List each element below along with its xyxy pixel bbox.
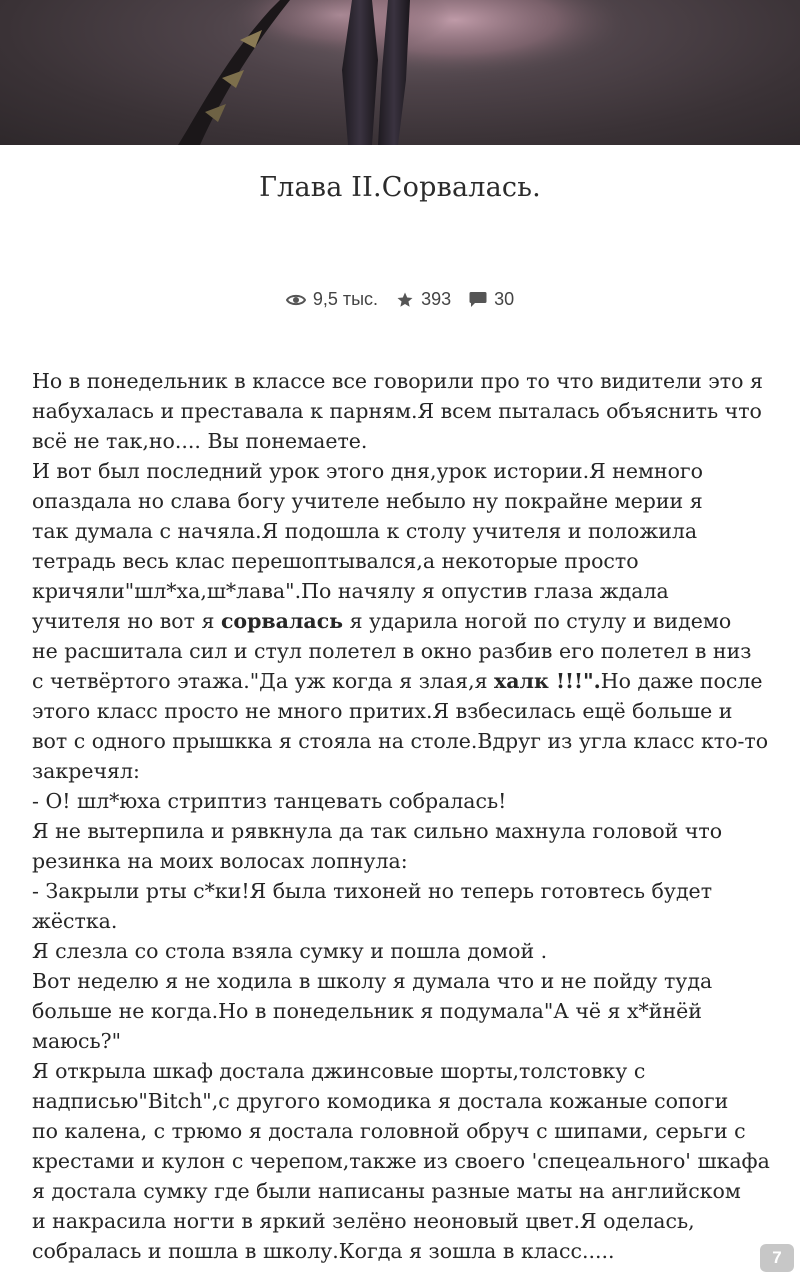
eye-icon — [286, 293, 306, 307]
chapter-stats — [0, 289, 800, 310]
page-number-badge[interactable]: 7 — [760, 1244, 794, 1272]
text-segment: Но даже после — [600, 669, 763, 693]
text-line: не расшитала сил и стул полетел в окно разбив его полетел в низ — [32, 639, 752, 663]
bold-text: халк !!!". — [494, 669, 601, 693]
text-line: Я слезла со стола взяла сумку и пошла домой . — [32, 939, 548, 963]
comments-stat — [469, 289, 514, 310]
text-line: - Закрыли рты с*ки!Я была тихоней но теперь готовтесь будет — [32, 879, 713, 903]
comment-icon — [469, 291, 487, 308]
chapter-title: Глава II.Сорвалась. — [259, 172, 541, 203]
text-line: Вот неделю я не ходила в школу я думала что и не пойду туда — [32, 969, 713, 993]
text-line: - О! шл*юха стриптиз танцевать собралась! — [32, 789, 507, 813]
text-segment: с четвёртого этажа."Да уж когда я злая,я — [32, 669, 495, 693]
cover-image — [0, 0, 800, 145]
text-line: тетрадь весь клас перешоптывался,а некоторые просто — [32, 549, 639, 573]
bold-text: сорвалась — [220, 609, 344, 633]
text-line: так думала с начяла.Я подошла к столу учителя и положила — [32, 519, 698, 543]
text-line: маюсь?" — [32, 1029, 122, 1053]
star-icon — [396, 291, 414, 309]
stars-stat — [396, 289, 451, 310]
text-line: собралась и пошла в школу.Когда я зошла в класс..... — [32, 1239, 615, 1263]
text-segment: я ударила ногой по стулу и видемо — [343, 609, 732, 633]
views-stat — [286, 289, 378, 310]
text-line: крестами и кулон с черепом,также из своего 'спецеального' шкафа — [32, 1149, 770, 1173]
text-line — [32, 606, 772, 636]
text-line: И вот был последний урок этого дня,урок истории.Я немного — [32, 459, 704, 483]
stars-count: 393 — [421, 289, 452, 309]
text-line: и накрасила ногти в яркий зелёно неоновый цвет.Я оделась, — [32, 1209, 695, 1233]
text-line: закречял: — [32, 759, 140, 783]
text-line: жёстка. — [32, 909, 118, 933]
text-line: опаздала но слава богу учителе небыло ну покрайне мерии я — [32, 489, 703, 513]
views-count: 9,5 тыс. — [312, 289, 379, 309]
text-line: этого класс просто не много притих.Я взбесилась ещё больше и — [32, 699, 733, 723]
comments-count: 30 — [494, 289, 515, 309]
text-line: Я открыла шкаф достала джинсовые шорты,толстовку с — [32, 1059, 646, 1083]
text-line: я достала сумку где были написаны разные маты на английском — [32, 1179, 741, 1203]
text-line: набухалась и преставала к парням.Я всем пыталась объяснить что — [32, 399, 762, 423]
text-line: больше не когда.Но в понедельник я подумала"А чё я х*йнёй — [32, 999, 702, 1023]
text-segment: учителя но вот я — [32, 609, 221, 633]
text-line: надписью"Bitch",с другого комодика я достала кожаные сопоги — [32, 1089, 729, 1113]
chapter-body — [32, 366, 772, 1266]
text-line: Я не вытерпила и рявкнула да так сильно махнула головой что — [32, 819, 723, 843]
text-line: по калена, с трюмо я достала головной обруч с шипами, серьги с — [32, 1119, 746, 1143]
cover-illustration — [0, 0, 800, 145]
text-line — [32, 666, 772, 696]
text-line: кричяли"шл*ха,ш*лава".По начялу я опустив глаза ждала — [32, 579, 669, 603]
text-line: всё не так,но.... Вы понемаете. — [32, 429, 368, 453]
text-line: резинка на моих волосах лопнула: — [32, 849, 408, 873]
text-line: Но в понедельник в классе все говорили про то что видители это я — [32, 369, 763, 393]
text-line: вот с одного прышкка я стояла на столе.Вдруг из угла класс кто-то — [32, 729, 769, 753]
